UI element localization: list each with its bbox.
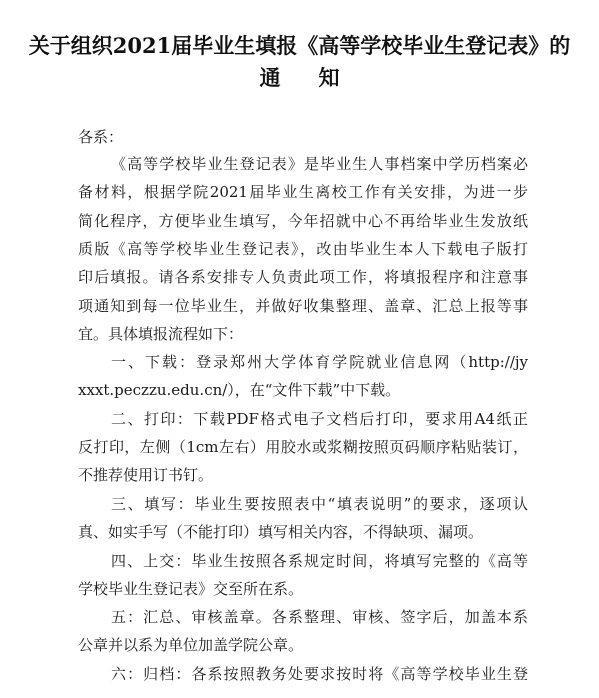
salutation: 各系： <box>78 128 124 146</box>
step-submit-line-1: 四、上交：毕业生按照各系规定时间，将填写完整的《高等 <box>111 552 528 570</box>
step-fill-line-2: 真、如实手写（不能打印）填写相关内容，不得缺项、漏项。 <box>78 523 484 541</box>
paragraph-line: 质版《高等学校毕业生登记表》，改由毕业生本人下载电子版打 <box>78 240 528 258</box>
notice-title-line-2: 通知 <box>259 65 378 90</box>
step-submit-line-2: 学校毕业生登记表》交至所在系。 <box>78 580 304 598</box>
paragraph-line: 简化程序，方便毕业生填写，今年招就中心不再给毕业生发放纸 <box>78 212 528 230</box>
paragraph-line: 《高等学校毕业生登记表》是毕业生人事档案中学历档案必 <box>111 155 528 173</box>
paragraph-line: 项通知到每一位毕业生，并做好收集整理、盖章、汇总上报等事 <box>78 297 528 315</box>
step-download-line-2: xxxt.peczzu.edu.cn/），在“文件下载”中下载。 <box>78 381 401 399</box>
step-fill-line-1: 三、填写：毕业生要按照表中“填表说明”的要求，逐项认 <box>111 495 528 513</box>
paragraph-line: 宜。具体填报流程如下： <box>78 325 244 343</box>
step-archive-line-1: 六：归档：各系按照教务处要求按时将《高等学校毕业生登 <box>111 665 528 683</box>
paragraph-line: 印后填报。请各系安排专人负责此项工作，将填报程序和注意事 <box>78 268 528 286</box>
step-download-line-1: 一、下载：登录郑州大学体育学院就业信息网（http://jy <box>111 353 528 371</box>
paragraph-line: 备材料，根据学院2021届毕业生离校工作有关安排，为进一步 <box>78 183 528 201</box>
step-review-line-2: 公章并以系为单位加盖学院公章。 <box>78 636 304 654</box>
step-review-line-1: 五：汇总、审核盖章。各系整理、审核、签字后，加盖本系 <box>111 608 528 626</box>
step-print-line-1: 二、打印：下载PDF格式电子文档后打印，要求用A4纸正 <box>111 410 528 428</box>
step-print-line-2: 反打印，左侧（1cm左右）用胶水或浆糊按照页码顺序粘贴装订， <box>78 438 528 456</box>
notice-title-line-1: 关于组织2021届毕业生填报《高等学校毕业生登记表》的 <box>28 33 571 58</box>
step-print-line-3: 不推荐使用订书钉。 <box>78 466 214 484</box>
